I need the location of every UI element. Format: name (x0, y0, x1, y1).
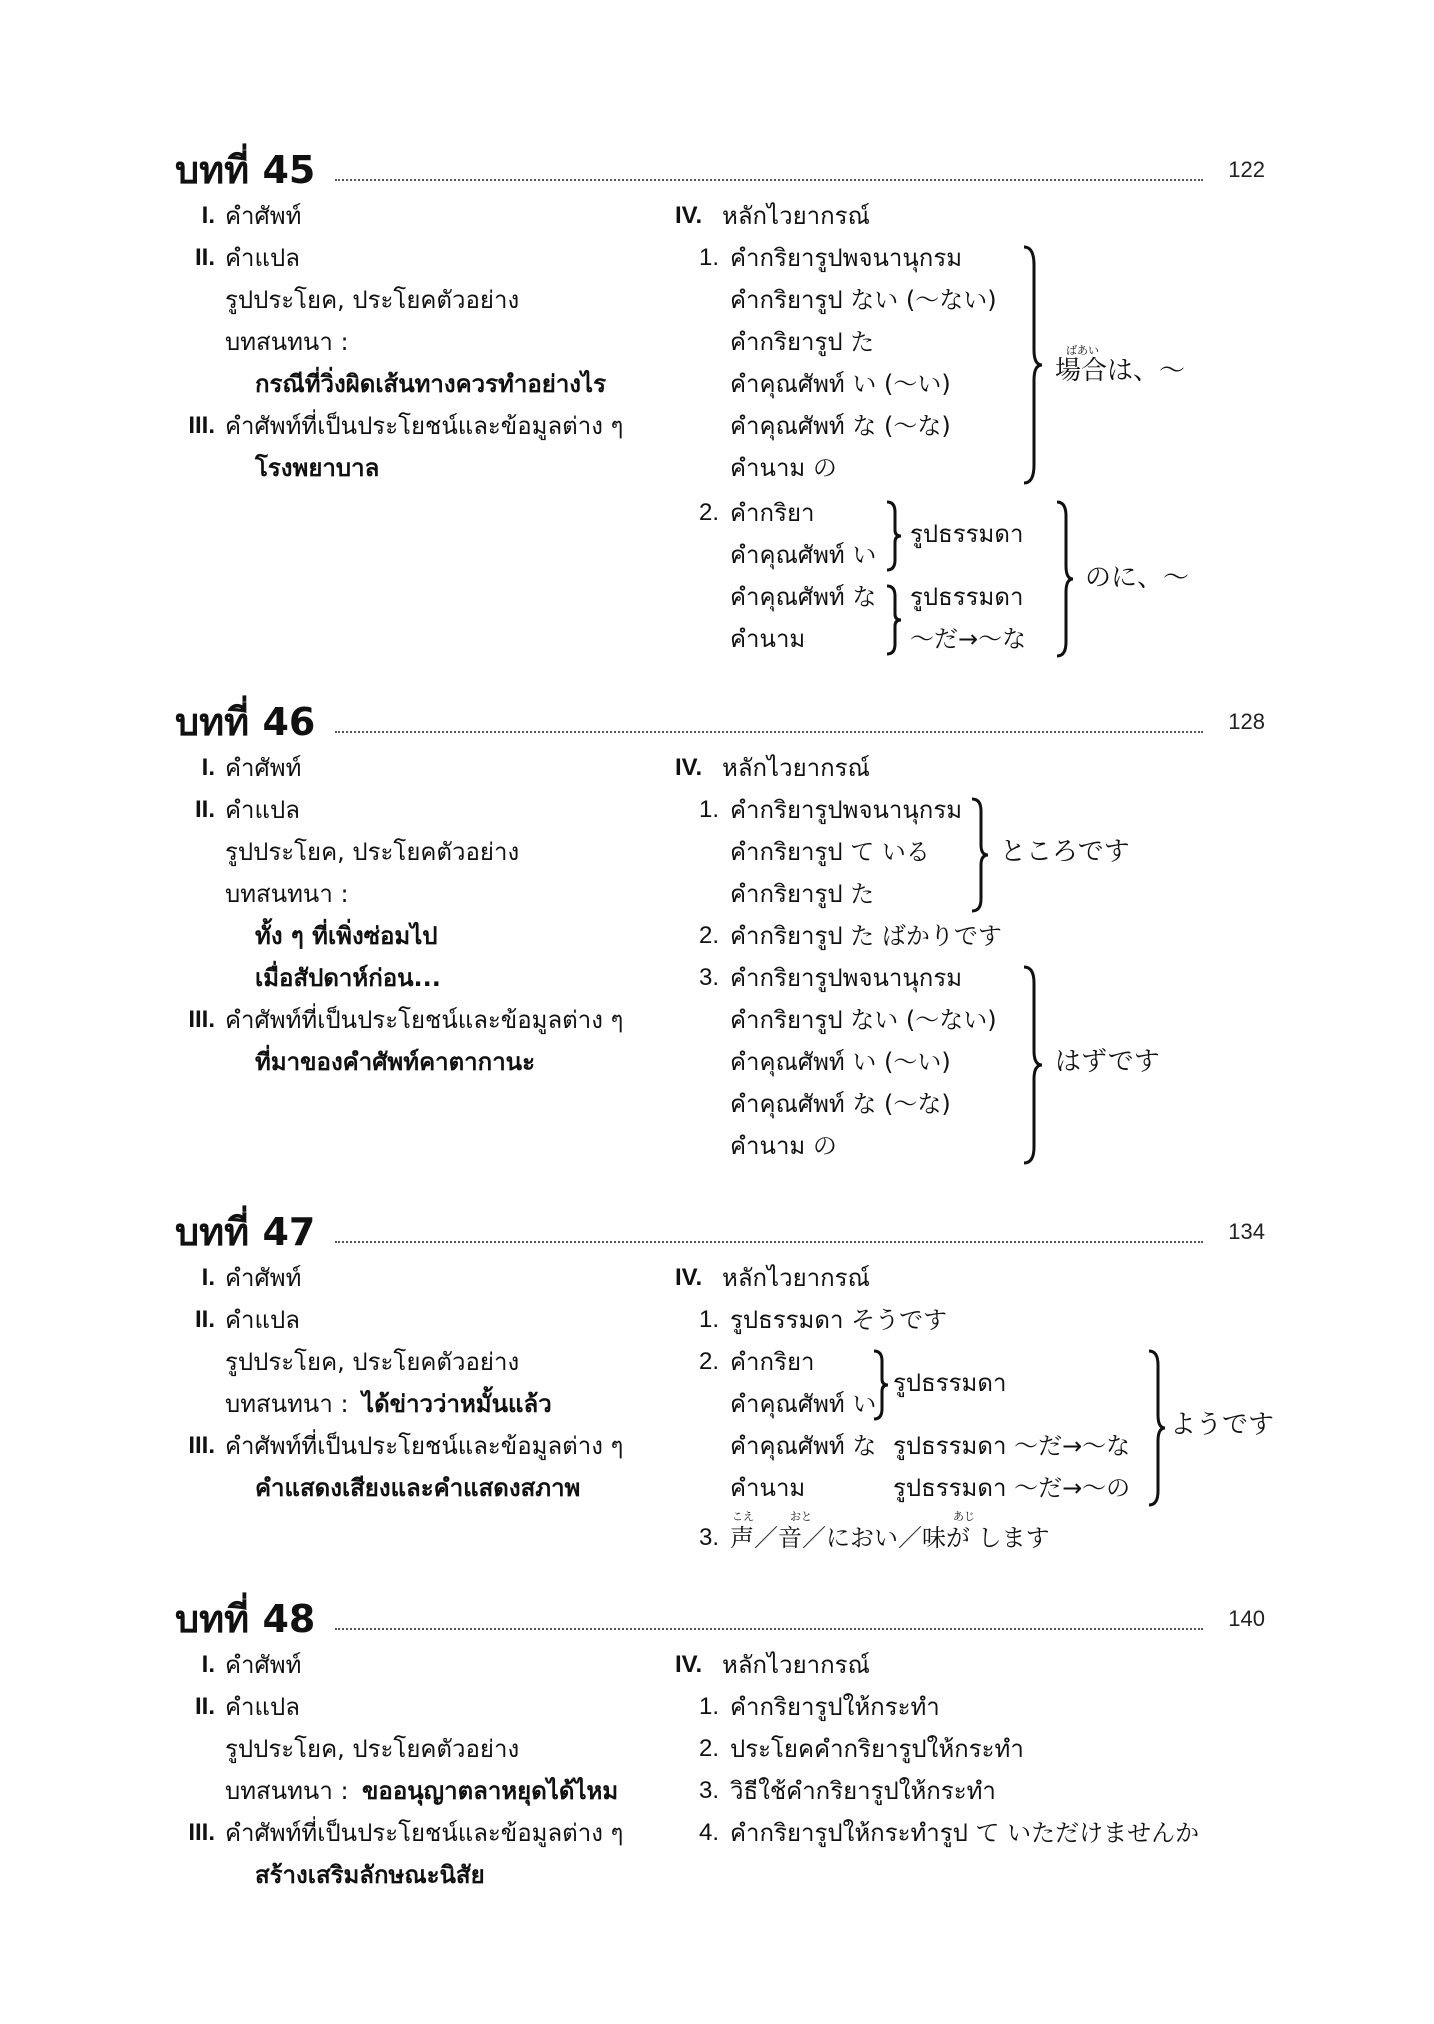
dot-leader (335, 731, 1203, 733)
grammar-result: 場合は、～ (1055, 356, 1186, 386)
dot-leader (335, 179, 1203, 181)
section-number: III. (188, 412, 215, 439)
grammar-line: คำกริยารูป ない (～ない) (730, 286, 997, 314)
grammar-item-number: 2. (698, 1735, 719, 1762)
lesson-header (175, 697, 1265, 757)
grammar-item-number: 3. (698, 1777, 719, 1804)
grammar-result: ようです (1170, 1410, 1275, 1440)
grammar-item-number: 1. (698, 796, 719, 823)
conversation-label: บทสนทนา : (225, 880, 349, 908)
grammar-line: วิธีใช้คำกริยารูปให้กระทำ (730, 1777, 996, 1805)
grammar-line: คำกริยารูป た (730, 880, 875, 908)
right-brace-icon (1022, 245, 1044, 485)
grammar-line: คำคุณศัพท์ な (～な) (730, 1090, 951, 1118)
right-brace-icon (885, 500, 903, 572)
right-brace-icon (1147, 1349, 1167, 1507)
conversation-title: ขออนุญาตลาหยุดได้ไหม (362, 1777, 619, 1805)
section-label: คำศัพท์ (225, 1651, 302, 1679)
lesson-title: บทที่ 47 (175, 1210, 316, 1254)
section-label: คำศัพท์ (225, 754, 302, 782)
section-label: คำศัพท์ (225, 202, 302, 230)
section-number: I. (201, 1651, 215, 1678)
grammar-label: หลักไวยากรณ์ (722, 1264, 870, 1292)
section-number: III. (188, 1432, 215, 1459)
grammar-line: คำกริยารูป て いる (730, 838, 930, 866)
section-label: คำแปล (225, 1306, 300, 1334)
grammar-label: หลักไวยากรณ์ (722, 1651, 870, 1679)
grammar-item-number: 1. (698, 244, 719, 271)
grammar-line: รูปธรรมดา そうです (730, 1306, 948, 1334)
section-number: I. (201, 202, 215, 229)
grammar-line: คำนาม (730, 625, 806, 653)
grammar-line: คำนาม の (730, 1132, 837, 1160)
grammar-line: คำคุณศัพท์ な (730, 1432, 877, 1460)
grammar-line: คำกริยา (730, 1348, 815, 1376)
furigana: こえ (732, 1510, 754, 1523)
grammar-line: คำคุณศัพท์ い (730, 541, 877, 569)
grammar-line: คำคุณศัพท์ い (～い) (730, 370, 951, 398)
section-number: II. (194, 244, 215, 271)
dot-leader (335, 1628, 1203, 1630)
right-brace-icon (885, 584, 903, 656)
conversation-title: ได้ข่าวว่าหมั้นแล้ว (362, 1390, 552, 1418)
grammar-item-number: 4. (698, 1819, 719, 1846)
conversation-title: กรณีที่วิ่งผิดเส้นทางควรทำอย่างไร (255, 370, 606, 398)
conversation-label: บทสนทนา : (225, 328, 349, 356)
grammar-line: คำนาม の (730, 454, 837, 482)
sentence-label: รูปประโยค, ประโยคตัวอย่าง (225, 838, 520, 866)
right-brace-icon (1022, 965, 1044, 1165)
section-number: I. (201, 754, 215, 781)
section-label: คำแปล (225, 796, 300, 824)
grammar-line: คำกริยา (730, 499, 815, 527)
section-number: II. (194, 1306, 215, 1333)
grammar-line: คำกริยารูปให้กระทำ (730, 1693, 940, 1721)
page-number: 128 (1228, 709, 1265, 734)
section-label: คำศัพท์ที่เป็นประโยชน์และข้อมูลต่าง ๆ (225, 1432, 624, 1460)
grammar-form: รูปธรรมดา (910, 583, 1024, 611)
grammar-line: คำกริยารูปพจนานุกรม (730, 964, 963, 992)
grammar-item-number: 1. (698, 1306, 719, 1333)
dot-leader (335, 1241, 1203, 1243)
right-brace-icon (1055, 500, 1075, 658)
section-number: I. (201, 1264, 215, 1291)
lesson-title: บทที่ 48 (175, 1597, 316, 1641)
info-title: คำแสดงเสียงและคำแสดงสภาพ (255, 1474, 581, 1502)
grammar-line: คำนาม (730, 1474, 806, 1502)
grammar-line: คำกริยารูป た ばかりです (730, 922, 1002, 950)
furigana: おと (790, 1510, 812, 1523)
section-label: คำแปล (225, 244, 300, 272)
section-number: III. (188, 1006, 215, 1033)
furigana: ばあい (1066, 344, 1099, 357)
grammar-result: はずです (1055, 1047, 1160, 1077)
conversation-title: เมื่อสัปดาห์ก่อน... (255, 964, 441, 992)
grammar-line: คำกริยารูปพจนานุกรม (730, 244, 963, 272)
grammar-form: รูปธรรมดา ～だ→～な (893, 1432, 1131, 1460)
grammar-item-number: 1. (698, 1693, 719, 1720)
page-number: 134 (1228, 1219, 1265, 1244)
lesson-title: บทที่ 45 (175, 148, 316, 192)
grammar-line: คำกริยารูป た (730, 328, 875, 356)
section-label: คำศัพท์ (225, 1264, 302, 1292)
grammar-line: คำกริยารูปให้กระทำรูป て いただけませんか (730, 1819, 1200, 1847)
grammar-item-number: 2. (698, 499, 719, 526)
lesson-header (175, 1207, 1265, 1267)
grammar-line: คำคุณศัพท์ な (～な) (730, 412, 951, 440)
section-number: II. (194, 1693, 215, 1720)
grammar-label: หลักไวยากรณ์ (722, 202, 870, 230)
grammar-line: คำกริยารูป ない (～ない) (730, 1006, 997, 1034)
section-number: II. (194, 796, 215, 823)
lesson-header (175, 145, 1265, 205)
section-label: คำศัพท์ที่เป็นประโยชน์และข้อมูลต่าง ๆ (225, 412, 624, 440)
grammar-form: ～だ→～な (910, 625, 1027, 653)
grammar-line: ประโยคคำกริยารูปให้กระทำ (730, 1735, 1024, 1763)
info-title: ที่มาของคำศัพท์คาตากานะ (255, 1048, 535, 1076)
grammar-form: รูปธรรมดา ～だ→～の (893, 1474, 1131, 1502)
section-label: คำศัพท์ที่เป็นประโยชน์และข้อมูลต่าง ๆ (225, 1819, 624, 1847)
section-label: คำแปล (225, 1693, 300, 1721)
page-number: 122 (1228, 157, 1265, 182)
right-brace-icon (872, 1349, 890, 1421)
right-brace-icon (970, 797, 990, 913)
section-label: คำศัพท์ที่เป็นประโยชน์และข้อมูลต่าง ๆ (225, 1006, 624, 1034)
grammar-item-number: 2. (698, 922, 719, 949)
grammar-line: 声／音／におい／味が します (730, 1524, 1050, 1552)
grammar-line: คำคุณศัพท์ い (～い) (730, 1048, 951, 1076)
grammar-line: คำคุณศัพท์ い (730, 1390, 877, 1418)
sentence-label: รูปประโยค, ประโยคตัวอย่าง (225, 286, 520, 314)
grammar-label: หลักไวยากรณ์ (722, 754, 870, 782)
sentence-label: รูปประโยค, ประโยคตัวอย่าง (225, 1348, 520, 1376)
grammar-form: รูปธรรมดา (910, 520, 1024, 548)
info-title: โรงพยาบาล (255, 454, 380, 482)
lesson-title: บทที่ 46 (175, 700, 316, 744)
conversation-title: ทั้ง ๆ ที่เพิ่งซ่อมไป (255, 922, 438, 950)
section-number: IV. (675, 1264, 703, 1291)
grammar-line: คำคุณศัพท์ な (730, 583, 877, 611)
grammar-item-number: 3. (698, 964, 719, 991)
grammar-result: ところです (1000, 837, 1130, 867)
sentence-label: รูปประโยค, ประโยคตัวอย่าง (225, 1735, 520, 1763)
furigana: あじ (953, 1510, 975, 1523)
lesson-header (175, 1594, 1265, 1654)
grammar-form: รูปธรรมดา (893, 1369, 1007, 1397)
section-number: III. (188, 1819, 215, 1846)
grammar-item-number: 3. (698, 1524, 719, 1551)
section-number: IV. (675, 1651, 703, 1678)
info-title: สร้างเสริมลักษณะนิสัย (255, 1861, 485, 1889)
grammar-item-number: 2. (698, 1348, 719, 1375)
conversation-label: บทสนทนา : (225, 1390, 349, 1418)
page-number: 140 (1228, 1606, 1265, 1631)
section-number: IV. (675, 754, 703, 781)
section-number: IV. (675, 202, 703, 229)
grammar-result: のに、～ (1085, 563, 1190, 593)
grammar-line: คำกริยารูปพจนานุกรม (730, 796, 963, 824)
conversation-label: บทสนทนา : (225, 1777, 349, 1805)
